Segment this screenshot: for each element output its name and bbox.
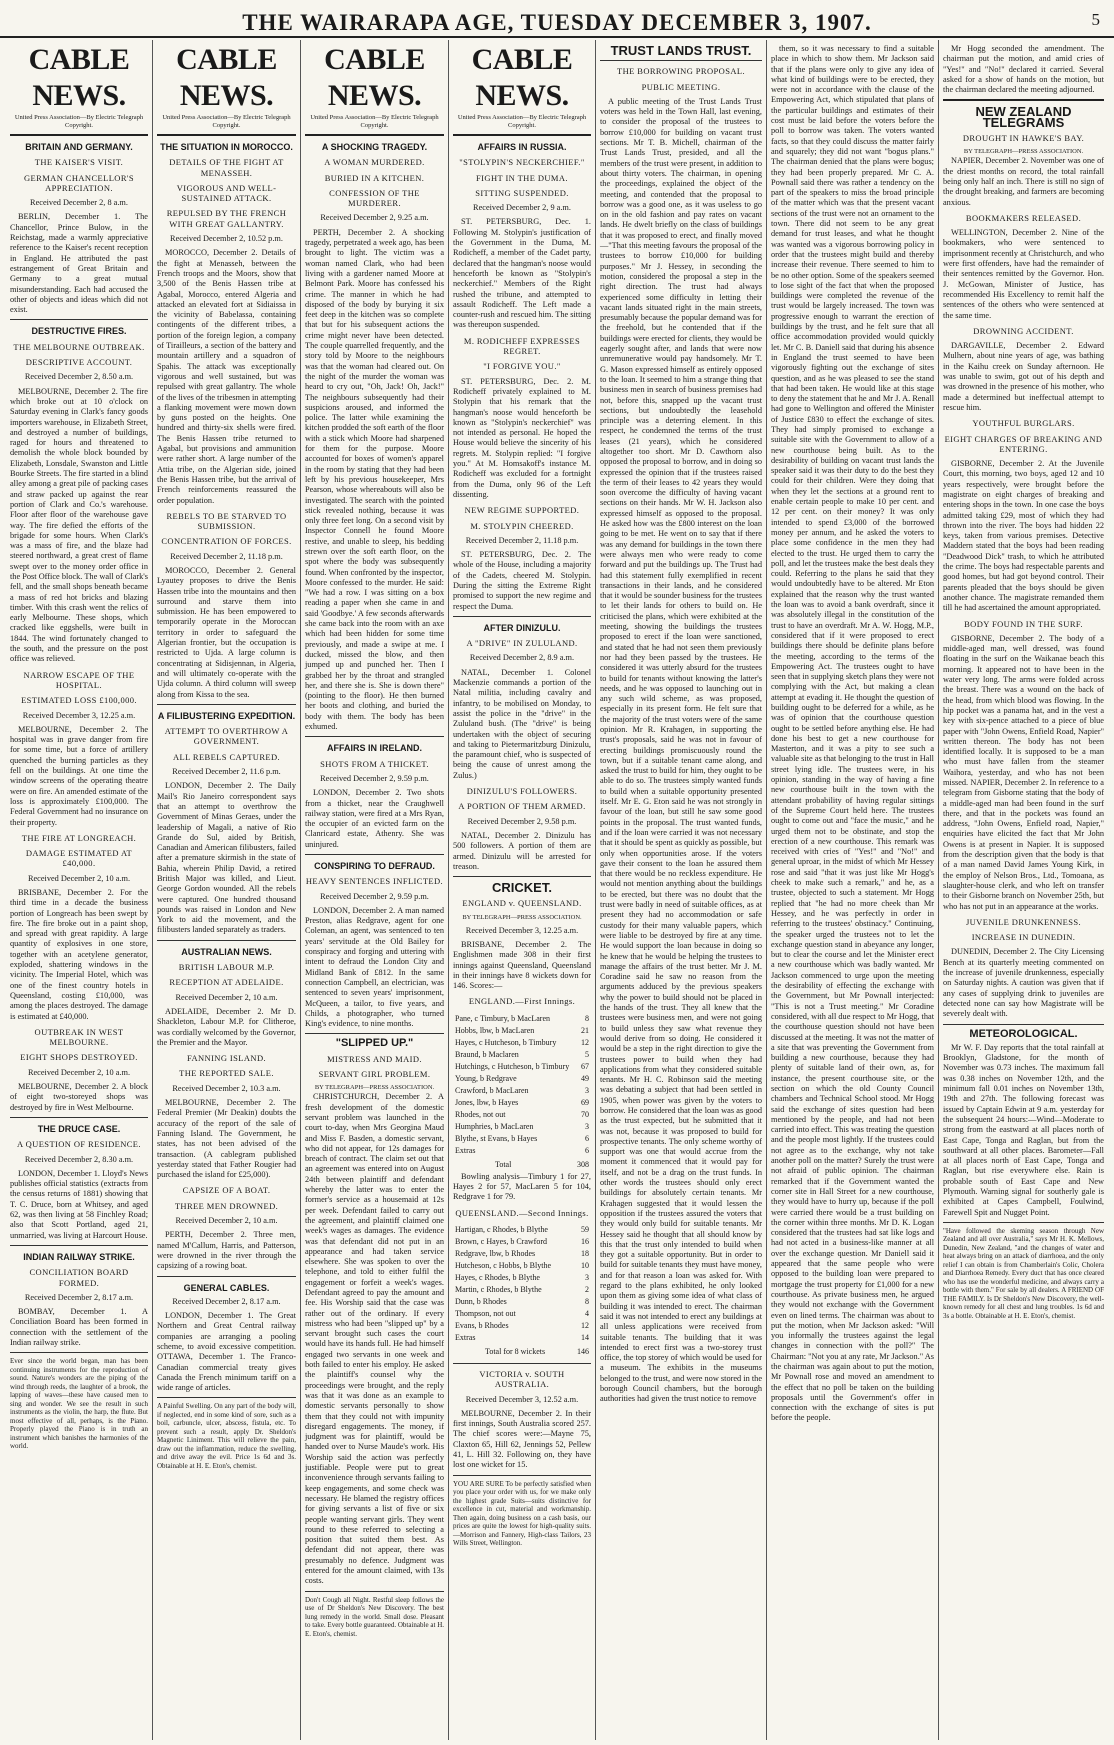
divider <box>157 704 296 705</box>
table-row <box>455 1321 589 1331</box>
table-cell: 14 <box>581 1332 589 1342</box>
subheading: DESCRIPTIVE ACCOUNT. <box>25 357 133 368</box>
subheading: BODY FOUND IN THE SURF. <box>964 618 1083 629</box>
section-heading: METEOROLOGICAL. <box>969 1027 1078 1040</box>
subheading: SHOTS FROM A THICKET. <box>320 758 429 769</box>
article-text: DUNEDIN, December 2. The City Licensing Bench at its quarterly meeting commented on the increase of juvenile drunkenness, especially on Saturday nights. A caution was given that if any cases of supplying drink to juveniles are detected none can say how Magistrate will be severely dealt with. <box>943 947 1104 1019</box>
subheading: VICTORIA v. SOUTH AUSTRALIA. <box>479 1368 565 1390</box>
subheading: BURIED IN A KITCHEN. <box>324 172 425 183</box>
subheading: CONCENTRATION OF FORCES. <box>161 536 292 547</box>
table-row <box>455 1309 589 1319</box>
table-row <box>455 1237 589 1247</box>
scorecard-total <box>453 1158 591 1172</box>
table-row <box>455 1146 589 1156</box>
byline: United Press Association—By Electric Telegraph Copyright. <box>310 114 439 129</box>
column-heading: CABLE NEWS. <box>176 43 277 112</box>
table-cell: Redgrave, lbw, b Rhodes <box>455 1248 536 1258</box>
table-cell: Hartigan, c Rhodes, b Blythe <box>455 1224 548 1234</box>
byline: BY TELEGRAPH—PRESS ASSOCIATION. <box>314 1084 435 1092</box>
table-cell: 2 <box>585 1284 589 1294</box>
byline: BY TELEGRAPH—PRESS ASSOCIATION. <box>963 148 1084 156</box>
table-cell: 21 <box>581 1025 589 1035</box>
article-text: them, so it was necessary to find a suitable place in which to show them. Mr Jackson said that if the plans were only to give any idea of what kind of buildings were to be erected, they were not in accordance with the clause of the Empowering Act, which stipulated that plans of the particular buildings and estimates of their cost must be laid before the voters before the poll to borrow was taken. The voters wanted facts, so that they could discuss the matter fairly and squarely; they did not want "bogus plans." The chairman denied that the plans were bogus; they had been properly prepared. Mr C. A. Pownall said there was rather a tendency on the part of the speakers to miss the broad principle of the matter which was that the present vacant sections of the trust were not an ornament to the town. There did not seem to be any great demand for trust leases, and what he thought was wanted was a vigorous borrowing policy in order that the trustees might build and thereby increase their revenue. There seemed to him to be no other option. Some of the speakers seemed to lose sight of the fact that when the proposed buildings were completed the revenue of the trust would be largely increased. The town was progressive enough to warrant the erection of buildings by the trust, and he felt sure that all office accommodation provided would quickly let. Mr C. B. Daniell said that during his absence in England the trust seemed to have been vigorously fighting out the exchange of sites question, and as he was pleased to see the stand that had been taken. He would like at this stage to deny the statement that he and Mr J. A. Renall had gone to Wellington and offered the Minister of Justice £830 to effect the exchange of sites. They had simply promised to exchange a suitable site with the Government to allow of a new courthouse being built. As to the desirability of building on vacant trust lands the speaker said it was their duty to do the best they could for their children. Were they doing that when they let the sections at a ground rent to enable certain people to make 10 per cent. and 12 per cent. on their money? It was only intended to spend £3,000 of the borrowed money per annum, and he asked the voters to place some confidence in the men they had elected to the trust. He urged them to carry the poll, and let the trustees make the best deals they could. Referring to the plans he said that they would undoubtedly have to be altered. Mr Eton explained that the reason why the trust wanted the loan was to avoid a bank overdraft, since it was absolutely illegal in the constitution of the trust to have an overdraft. Mr A. W. Hogg, M.P., considered that if it were proposed to erect buildings there should be definite plans before the meeting, according to the terms of the Empowering Act. The trustees ought to have seen that in supplying sketch plans they were not complying with the Act, but making a clean attempt at evading it. He thought the question of building ought to be deferred for a while, as he was of opinion that the courthouse question ought to be settled before anything else. He had done his best to get a new courthouse for Masterton, and it was a pity to see such a valuable site as that belonging to the trust in Hall street lying idle. The trustees were, in his opinion, standing in the way of having a fine new courthouse built in the town with the attendant probability of having regular sittings of the Supreme Court held here. The trustees ought to come out and "face the music," and he urged them not to be obstinate, and stop the erection of a new courthouse. This remark was received with cries of "Yes!" and "No!" and general uproar, in the midst of which Mr Hessey rose and said "that it was just like Mr Hogg's cheek to make such a remark," and he, as a trustee, objected to such a statement. Mr Hogg replied that "he had no more cheek than Mr Hessey, and he was perfectly in order in referring to the trustees' obstinacy." Continuing, the speaker urged the trustees not to let the exchange question stand in abeyance any longer, but to clear the course and let the Minister erect a new courthouse which was badly wanted. Mr Jackson commenced to urge upon the meeting the desirability of effecting the exchange with the Government, but Mr Pownall interjected: "This is not a Trust meeting." Mr Coradine considered, with all due respect to Mr Hogg, that the courthouse question should not have been discussed at the meeting. It was not the matter of a site that was preventing the Government from building a new courthouse, because they had plenty of suitable land of their own, as, for instance, the present courthouse site, or the section on which the old County Council chambers and Technical School stood. Mr Hogg said the exchange of sites question had been mentioned by the people, and had not been carried into effect. This was treating the question and the people most lightly. If the trustees could not agree as to the exchange, why not take another poll on the matter? Surely the trust were not afraid of public opinion. The chairman remarked that if the Government wanted the corner site in Hall Street for a new courthouse, they would have to hurry up, because if the poll were carried there would be a trust building on the corner within three months. Mr D. K. Logan considered that the trustees had sat like logs and had not acted in a business-like manner at all over the exchange question. Mr Daniell said it appeared that the same people who were opposed to the building loan were prepared to mortgage the trust property for £1,000 for a new courthouse. As private business men, he argued they would not exchange with the Government even on lined terms. The chairman was about to put the motion, when Mr Jackson asked: "Will you informally the trustees against the legal changes in connection with the poll?" The Chairman: "Not you at any rate, Mr Jackson." As the chairman was again about to put the motion, Mr Pownall rose and moved an amendment to the effect that no poll be taken on the building proposals until the Government's offer in connection with the exchange of sites is put before the people. <box>771 44 935 1423</box>
dateline: Received December 3, 12.25 a.m. <box>22 710 136 720</box>
table-row <box>455 1086 589 1096</box>
article-text: LONDON, December 2. The Daily Mail's Rio Janeiro correspondent says that an attempt to overthrow the Government of Minas Geraes, under the leadership of Magali, a native of Rio Grande do Sul, aided by British, Canadian and American filibusters, failed after a premature skirmish in the state of Bahia, wherein Philip David, a retired British Major was killed, and Lieut. George Gordon wounded. All the rebels were captured. One hundred thousand pounds was raised in London and New York to aid the movement, and the filibusters landed separately as traders. <box>157 781 296 935</box>
table-cell: 12 <box>581 1320 589 1330</box>
dateline: Received December 2, 10 a.m. <box>27 1067 131 1077</box>
subheading: SERVANT GIRL PROBLEM. <box>318 1069 431 1080</box>
advertisement: A Painful Swelling. On any part of the body will, if neglected, end in some kind of sore, such as a boil, carbuncle, ulcer, abscess, fistula, etc. To prevent such a result, apply Dr. Sheldon's Magnetic Liniment. This will relieve the pain, draw out the inflammation, reduce the swelling, and drive away the evil. Price 1s 6d and 3s. Obtainable at H. E. Eton's, chemist. <box>157 1402 296 1470</box>
table-cell: Young, b Redgrave <box>455 1073 517 1083</box>
page-number: 5 <box>1091 10 1100 29</box>
subheading: PUBLIC MEETING. <box>641 81 721 92</box>
table-cell: 70 <box>581 1109 589 1119</box>
subheading: BRITISH LABOUR M.P. <box>178 962 275 973</box>
dateline: Received December 2, 10.3 a.m. <box>172 1083 281 1093</box>
scorecard-title: QUEENSLAND.—Second Innings. <box>455 1207 589 1218</box>
table-cell: Brown, c Hayes, b Crawford <box>455 1236 547 1246</box>
subheading: NARROW ESCAPE OF THE HOSPITAL. <box>23 669 135 690</box>
dateline: Received December 2, 10 a.m. <box>175 1216 278 1226</box>
subheading: ALL REBELS CAPTURED. <box>172 751 281 762</box>
divider <box>157 1397 296 1398</box>
article-text: PERTH, December 2. Three men, named M'Callum, Harris, and Patterson, were drowned in the river through the capsizing of a rowing boat. <box>157 1230 296 1271</box>
dateline: Received December 2, 9.58 p.m. <box>467 816 577 826</box>
table-cell: Thompson, not out <box>455 1308 516 1318</box>
divider <box>10 319 148 320</box>
table-cell: 3 <box>585 1121 589 1131</box>
article-text: LONDON, December 1. The Great Northern and Great Central railway companies are arranging a pooling scheme, to avoid excessive competition. OTTAWA, December 1. The Franco-Canadian commercial treaty gives Canada the French minimum tariff on a wide range of articles. <box>157 1311 296 1393</box>
advertisement: YOU ARE SURE To be perfectly satisfied when you place your order with us, for we make only the highest grade Suits—suits distinctive for excellence in cut, material and workmanship. Then again, doing business on a cash basis, our prices are quite the lowest for high-quality suits.—Morrison and Fannery, High-class Tailors, 23 Wills Street, Wellington. <box>453 1479 591 1548</box>
table-cell: Extras <box>455 1332 476 1342</box>
subheading: SITTING SUSPENDED. <box>475 187 569 198</box>
column-heading: CABLE NEWS. <box>28 43 130 112</box>
table-row <box>455 1297 589 1307</box>
dateline: Received December 2, 10.52 p.m. <box>170 234 283 244</box>
table-row <box>455 1160 589 1170</box>
section-heading: TRUST LANDS TRUST. <box>610 43 752 58</box>
table-cell: 6 <box>585 1145 589 1155</box>
dateline: Received December 2, 11.18 p.m. <box>465 535 579 545</box>
section-heading: AUSTRALIAN NEWS. <box>181 946 272 957</box>
section-heading: AFFAIRS IN RUSSIA. <box>477 142 567 152</box>
table-cell: 8 <box>585 1296 589 1306</box>
table-cell: Braund, b Maclaren <box>455 1049 519 1059</box>
subheading: ENGLAND v. QUEENSLAND. <box>462 898 582 909</box>
table-cell: Extras <box>455 1145 476 1155</box>
subheading: M. RODICHEFF EXPRESSES REGRET. <box>463 335 581 357</box>
subheading: EIGHT CHARGES OF BREAKING AND ENTERING. <box>944 433 1103 454</box>
dateline: Received December 2, 8.9 a.m. <box>469 653 575 663</box>
subheading: DAMAGE ESTIMATED AT £40,000. <box>25 848 133 869</box>
subheading: ESTIMATED LOSS £100,000. <box>21 695 137 706</box>
byline: BY TELEGRAPH—PRESS ASSOCIATION. <box>462 913 582 921</box>
table-cell: 18 <box>581 1248 589 1258</box>
scorecard-queensland <box>453 1223 591 1345</box>
article-text: DARGAVILLE, December 2. Edward Mulhern, about nine years of age, was bathing in the Kaihu creek on Sunday afternoon. He was unable to swim, got out of his depth and was drowned in the presence of his mother, who made a determined but ineffectual attempt to rescue him. <box>943 341 1104 412</box>
article-text: PERTH, December 2. A shocking tragedy, perpetrated a week ago, has been brought to light. The victim was a woman named Clark, who had been living with a gardener named Moore at Belmont Park. Moore has confessed his crime. The manner in which he had disposed of the body by burying it six feet deep in the kitchen was so complete that but for his subsequent actions the crime might never have been detected. The couple quarrelled frequently, and the story told by Moore to the neighbours was that the woman had cleared out. On the night of the murder the woman was heard to cry out, "Oh, Jack! Oh, Jack!" The neighbours subsequently had their suspicions aroused, and informed the police. The latter while examining the kitchen prodded the soft earth of the floor with a stick which Moore had sharpened for them for the purpose. Moore accounted for boxes of women's apparel in the room by stating that they had been left by his previous housekeeper, Mrs Pearson, whose whereabouts will also be investigated. The search with the pointed stick revealed nothing, because it was only three feet long. On a second visit by Inspector Connell he found Moore restive, and unable to sleep, his bedding strewn over the soft earth floor, on the spot where the body was subsequently found. When confronted by the inspector, Moore confessed to the murder. He said: "We had a row. I was sitting on a box reading a paper when she came in and said 'Goodbye.' A few seconds afterwards she came back into the room with an axe which had been hidden for some time previously, and made a swipe at me. I ducked, missed the blow, and then jumped up and punched her. Then I grabbed her by the throat and strangled her, and there she is. She is down there" (pointing to the floor). He then burned her boots and clothing, and buried the body with them. The body has been exhumed. <box>305 227 444 732</box>
dateline: Received December 2, 8.50 a.m. <box>24 372 134 382</box>
article-text: ADELAIDE, December 2. Mr D. Shackleton, Labour M.P. for Clitheroe, was cordially welcomed by the Governor, the Premier and the Mayor. <box>157 1006 296 1047</box>
divider <box>453 876 591 877</box>
article-text: BOMBAY, December 1. A Conciliation Board has been formed in connection with the settlement of the Indian railway strike. <box>10 1307 148 1347</box>
article-text: Bowling analysis—Timbury 1 for 27, Hayes 2 for 57, MacLaren 5 for 104, Redgrave 1 for 79. <box>453 1171 591 1202</box>
subheading: OUTBREAK IN WEST MELBOURNE. <box>34 1026 124 1048</box>
article-text: BRISBANE, December 2. The Englishmen made 308 in their first innings against Queensland, Queensland in their innings have 8 wickets down for 146. Scores:— <box>453 940 591 991</box>
divider <box>305 736 444 737</box>
divider <box>157 134 296 136</box>
section-heading: CRICKET. <box>492 880 552 896</box>
dateline: Received December 2, 8 a.m. <box>30 198 128 208</box>
divider <box>453 616 591 617</box>
subheading: A "DRIVE" IN ZULULAND. <box>466 638 578 649</box>
article-text: ST. PETERSBURG, Dec. 1. Following M. Stolypin's justification of the Government in the Duma, M. Rodicheff, a member of the Cadet party, declared that the hangman's noose would henceforth be known as "Stolypin's neckerchief." Members of the Right rushed the tribune, and attempted to assault Rodicheff. The Left made a counter-rush and rescued him. The sitting was thereupon suspended. <box>453 217 591 330</box>
dateline: Received December 2, 11.6 p.m. <box>172 767 281 777</box>
article-text: MELBOURNE, December 2. The fire which broke out at 10 o'clock on Saturday evening in Clark's fancy goods importers warehouse, in Elizabeth Street, and destroyed a number of buildings, raged for hours and threatened to demolish the whole block bounded by Elizabeth, Lonsdale, Swanston and Little Bourke Streets. The fire started in a blind alley among a great pile of packing cases and straw packed up against the rear portion of Clark and Co.'s warehouse. Floor after floor of the warehouse gave way. The fire defied the efforts of the brigade for some hours. When Clark's was a mass of fire, and the blaze had steered northward, a great crest of flame swept over to the money order office in the Post Office block. The wall of Clark's fell, and the small shops beneath became a mass of red hot bricks and blazing timber. With this crash went the relics of early Melbourne. These shops, which cracked like eggshells, were built in 1844. The wind fortunately changed to the south, and the pressure on the post office was relieved. <box>10 386 148 664</box>
table-row <box>455 1134 589 1144</box>
divider <box>305 854 444 855</box>
section-heading: A SHOCKING TRAGEDY. <box>321 142 428 152</box>
table-row <box>455 1098 589 1108</box>
dateline: Received December 3, 12.25 a.m. <box>465 925 579 935</box>
subheading: CAPSIZE OF A BOAT. <box>182 1185 271 1196</box>
byline: United Press Association—By Electric Telegraph Copyright. <box>457 114 587 129</box>
article-text: Mr Hogg seconded the amendment. The chairman put the motion, and amid cries of "Yes!" and "No!" declared it carried. Several asked for a show of hands on the motion, but the chairman declared the meeting adjourned. <box>943 44 1104 95</box>
divider <box>943 1024 1104 1025</box>
table-row <box>455 1249 589 1259</box>
article-text: BERLIN, December 1. The Chancellor, Prince Bulow, in the Reichstag, made a warmly appreciative reference to the Kaiser's recent reception in England. He attributed the past estrangement of Great Britain and Germany to a great mutual misunderstanding. Each had accused the other of objects and ideas which did not exist. <box>10 212 148 315</box>
subheading: FANNING ISLAND. <box>186 1053 267 1064</box>
table-cell: Hayes, c Hutcheson, b Timbury <box>455 1037 557 1047</box>
column-6 <box>766 40 938 1740</box>
column-heading: CABLE NEWS. <box>324 43 425 112</box>
article-text: MELBOURNE, December 2. A block of eight two-storeyed shops was destroyed by fire in West Melbourne. <box>10 1082 148 1112</box>
divider <box>453 134 591 136</box>
subheading: ATTEMPT TO OVERTHROW A GOVERNMENT. <box>164 726 289 747</box>
subheading: BOOKMAKERS RELEASED. <box>965 212 1082 223</box>
table-cell: 16 <box>581 1236 589 1246</box>
divider <box>157 940 296 941</box>
article-text: A public meeting of the Trust Lands Trust voters was held in the Town Hall, last evening, to consider the proposal of the trustees to borrow £10,000 for building on vacant trust sections. Mr T. B. Michell, chairman of the Trust Lands Trust, presided, and all the members of the trust were present, in addition to about thirty voters. The chairman, in opening the proceedings, explained the object of the meeting, and contended that the proposal to borrow was a good one, as it was useless to go on in the old fashion and pay rates on vacant lands. He dwelt briefly on the class of buildings that it was proposed to erect, and finally moved—"That this meeting favours the proposal of the trustees to borrow £10,000 for building purposes." Mr J. Hessey, in seconding the motion, considered the proposal a step in the right direction. The trust had always experienced some difficulty in letting their vacant lands situated right in the main streets, presumably because the popular demand was for the freehold, but he contended that if the buildings were erected for clients, they would be eagerly sought after, and lands that were now unremunerative would pay handsomely. Mr T. G. Mason expressed himself as entirely opposed to the loan. It seemed to him a strange thing that business men in search of business premises had not, before this, snapped up the vacant trust sections, but undoubtedly the leasehold principle was a deterring element. In this respect, he condemned the terms of the trust leases (21 years), which he considered altogether too short. Mr D. Cawthorn also opposed the proposal to borrow, and in doing so expressed the opinion that if the trustees raised the term of their leases to 42 years they would soon overcome the difficulty of having vacant sections on their hands. Mr W. H. Jackson also expressed himself as opposed to the proposal. He asked how was the £800 interest on the loan going to be met. He went on to say that if there was any demand for buildings in the town there were always men who were ready to come forward and put the buildings up. The Trust had had this statement fully exemplified in recent transactions in their lands, and he considered that it would be sounder business for the trustees to let their lands for others to build on. He criticised the plans, which were exhibited at the meeting, showing the buildings the trustees proposed to erect if the loan were sanctioned, and stated that he had not seen them previously nor had they been passed by the trustees. He considered it was utterly absurd for the trustees to build for tenants without knowing the latter's needs, and he was opposed to launching out in any such wild scheme, as was proposed, especially in its present form. He felt sure that the majority of the trust voters were of the same opinion. Mr R. Krahagen, in supporting the trust's proposals, said he was not in favour of erecting buildings promiscuously round the town, but if a suitable tenant came along, and asked the trust to build for him, they ought to be able to do so. The trustees simply wanted funds to build when a suitable opportunity presented itself. Mr E. G. Eton said he was not strongly in favour of the loan, but still he saw some good points in the proposal. The trust wanted funds, and if the loan were carried it was not necessary that it should be spent as quickly as possible, but only when opportunities arose. If the voters gave their consent to the loan he assured them that there would be no reckless expenditure. He would not mention anything about the buildings to be erected, but there was no doubt that the trust were badly in need of suitable offices, as at present they had no accommodation or safe custody for their many valuable papers, which were liable to be destroyed by fire at any time. He would support the loan because in doing so he knew that he would be helping the trustees to manage the affairs of the trust better. Mr J. M. Coradine said he saw no reason from the arguments adduced by the previous speakers why the power to build should not be placed in the hands of the trust. They all knew that the trustees were business men, and were not going to build unless they saw what revenue they would derive from so doing. He considered it would be a step in the right direction to give the trustees power to build when they had applications from what they considered suitable tenants. Mr H. C. Robinson said the meeting was debating a subject that had been settled in 1905, when power was given by the voters to borrow. He considered that the loan was as good as the trust expected, but he submitted that it was not, because it was proposed to build for prospective tenants. The only scheme worthy of support was one that would accrue from the moment it commenced that it would pay for itself, and not be a drag on the trust funds. In other words the trustees should only erect buildings for absolutely certain tenants. Mr Krahagen suggested that it would lessen the opposition if the trustees assured the voters that they would only build for suitable tenants. Mr Hessey said he thought that all should know by this that the trust only intended to build when they got a suitable opportunity. But in order to build for suitable tenants they must have money, and for that reason a loan was asked for. With regard to the plans exhibited, he only looked upon them as giving some idea of what class of building it was intended to erect. The chairman said it was not intended to erect any buildings at all unless applications were received from suitable tenants. The building that it was intended to erect first was a two-storey trust office, the top storey of which would be used for a museum. The exhibits in the museums belonged to the trust, and were now stored in the borough Council chambers, but the borough authorities had given the trust notice to remove <box>600 96 762 1404</box>
table-cell: 59 <box>581 1224 589 1234</box>
table-row <box>455 1261 589 1271</box>
table-cell: 3 <box>585 1085 589 1095</box>
advertisement: Ever since the world began, man has been continuing instruments for the reproduction of sound. Nature's wonders are the piping of the wind through reeds, the laughter of a brook, the lapping of waves—these have caused men to sing and wonder. We see the result in such instruments as the violin, the harp, the flute. But most effective of all, perhaps, is the Piano. Properly played the Piano is in truth an instrument which banishes the harmonies of the world. <box>10 1357 148 1451</box>
subheading: JUVENILE DRUNKENNESS. <box>965 916 1082 927</box>
dateline: Received December 2, 11.18 p.m. <box>170 551 283 561</box>
subheading: DINIZULU'S FOLLOWERS. <box>466 786 578 797</box>
table-cell: Jones, lbw, b Hayes <box>455 1097 519 1107</box>
table-cell: Hutcheson, c Hobbs, b Blythe <box>455 1260 551 1270</box>
subheading: DETAILS OF THE FIGHT AT MENASSEH. <box>169 157 284 178</box>
article-text: MELBOURNE, December 2. In their first innings, South Australia scored 257. The chief scores were:—Mayne 75, Claxton 65, Hill 62, Jennings 52, Pellew 41, L. Hill 32. Following on, they have lost one wicket for 15. <box>453 1408 591 1470</box>
table-cell: Blythe, st Evans, b Hayes <box>455 1133 538 1143</box>
table-cell: 308 <box>577 1159 589 1169</box>
subheading: FIGHT IN THE DUMA. <box>476 172 568 183</box>
page-columns <box>6 40 1108 1740</box>
article-text: MOROCCO, December 2. General Lyautey proposes to drive the Benis Hassen tribe into the mountains and then surround and starve them into submission. He has been empowered to temporarily operate in the Moroccan territory in order to safeguard the Algerian frontier, but the occupation is restricted to Ujda. A large column is concentrating at Sidisjennan, in Algeria, and will ultimately co-operate with the Ujda column. A third column will sweep along from Kissa to the sea. <box>157 565 296 699</box>
article-text: MELBOURNE, December 2. The Federal Premier (Mr Deakin) doubts the accuracy of the report of the sale of Fanning Island. The Government, he states, has not been advised of the transaction. (A cablegram published yesterday stated that Father Rougier had purchased the island for £25,000). <box>157 1098 296 1180</box>
table-cell: Total <box>495 1159 512 1169</box>
subheading: A QUESTION OF RESIDENCE. <box>17 1139 141 1150</box>
article-text: NATAL, December 1. Colonel Mackenzie commands a portion of the Natal militia, including cavalry and infantry, to be mobilised on Monday, to assist the police in the "drive" in the Zululand bush. (The "drive" is being undertaken with the object of securing and taking to Pietermaritzburg Dinizulu, the paramount chief, who is suspected of being the cause of unrest among the Zulus.) <box>453 667 591 780</box>
dateline: Received December 2, 8.17 a.m. <box>172 1296 281 1306</box>
subheading: "STOLYPIN'S NECKERCHIEF." <box>459 157 585 168</box>
article-text: NATAL, December 2. Dinizulu has 500 followers. A portion of them are armed. Dinizulu will be arrested for treason. <box>453 830 591 871</box>
article-text: ST. PETERSBURG, Dec. 2. M. Rodicheff privately explained to M. Stolypin that his remark that the hangman's noose would henceforth be known as "Stolypin's neckerchief" was not intended as personal. He hoped the House would believe the sincerity of his regrets. M. Stolypin replied: "I forgive you." At M. Homsakoff's instance M. Rodicheff was excluded for a fortnight from the Duma, only 96 of the Left dissenting. <box>453 376 591 499</box>
divider <box>943 1222 1104 1223</box>
section-heading: THE SITUATION IN MOROCCO. <box>160 142 293 152</box>
table-row <box>455 1347 589 1357</box>
table-cell: 67 <box>581 1061 589 1071</box>
table-row <box>455 1062 589 1072</box>
table-row <box>455 1050 589 1060</box>
column-1 <box>6 40 152 1740</box>
article-text: ST. PETERSBURG, Dec. 2. The whole of the House, including a majority of the Cadets, cheered M. Stolypin. During the sitting the Extreme Right promised to support the new regime and respect the Duma. <box>453 550 591 611</box>
divider <box>305 1591 444 1592</box>
dateline: Received December 2, 9.25 a.m. <box>320 213 429 223</box>
table-row <box>455 1285 589 1295</box>
article-text: GISBORNE, December 2. The body of a middle-aged man, well dressed, was found floating in the surf on the Waikanae beach this morning. It appeared not to have been in the water very long. The arms were folded across the breast. There was a wound on the back of the head, from which blood was flowing. In the hip pocket was a panama hat, and in the vest a key with six-pence attached to a piece of blue paper with "John Owens, Enfield Road, Napier" written thereon. The body has not been identified locally. It is supposed to be a man who must have fallen from the steamer Waihora, yesterday, and who has not been missed. NAPIER, December 2. In reference to a telegram from Gisborne stating that the body of a middle-aged man had been found in the surf there, and that in the pockets was found an address, "John Owens, Enfield road, Napier," enquiries have elicited the fact that Mr John Owens is at present in Napier. It is supposed from the description given that the body is that of a man named David James Young Kirk, in the employ of Nelson Bros., Ltd., Tomoana, as slaughter-house clerk, and who left on transfer to their Gisborne branch on November 25th, but who has not put in an appearance at the works. <box>943 633 1104 911</box>
dateline: Received December 2, 8.30 a.m. <box>24 1154 134 1164</box>
table-cell: 4 <box>585 1308 589 1318</box>
divider <box>600 60 762 61</box>
divider <box>305 1033 444 1034</box>
dateline: Received December 2, 10 a.m. <box>27 873 131 883</box>
byline: United Press Association—By Electric Telegraph Copyright. <box>162 114 291 129</box>
section-heading: INDIAN RAILWAY STRIKE. <box>23 1251 135 1262</box>
divider <box>453 1475 591 1476</box>
article-text: GISBORNE, December 2. At the Juvenile Court, this morning, two boys, aged 12 and 10 years respectively, were brought before the magistrate on eight charges of breaking and entering shops in the town. In one case the boys admitted taking £29, most of which they had thrown into the river. The boys had hidden 22 keys, taken from various premises. Detective Maddern stated that the boys had been reading "Deadwood Dick" trash, to which he attributed the crime. The boys had respectable parents and good homes, but had got beyond control. Their parents pleaded that the boys should be given another chance. The magistrate remanded them till he had ascertained the amount appropriated. <box>943 459 1104 613</box>
table-cell: Martin, c Rhodes, b Blythe <box>455 1284 542 1294</box>
subheading: INCREASE IN DUNEDIN. <box>971 932 1076 943</box>
subheading: "I FORGIVE YOU." <box>483 361 561 372</box>
table-row <box>455 1074 589 1084</box>
column-3 <box>300 40 448 1740</box>
table-row <box>455 1038 589 1048</box>
advertisement: "Have followed the skeming season through New Zealand and all over Australia," says Mr H. K. Mellows, Dunedin, New Zealand, "and the changes of water and heat always bring on an attack of diarrhoea, and the only relief I can obtain is from Chamberlain's Colic, Cholera and Diarrhoea Remedy. Every duct that has once cleared who has use the wonderful medicine, and always carry a bottle with them." For sale by all dealers. A FRIEND OF THE FAMILY. Is Dr Sheldon's New Discovery, the well-known remedy for all chest and lung troubles. 1s 6d and 3s a bottle. Obtainable at H. E. Eton's, chemist. <box>943 1226 1104 1320</box>
table-cell: 12 <box>581 1037 589 1047</box>
table-cell: 69 <box>581 1097 589 1107</box>
section-heading: A FILIBUSTERING EXPEDITION. <box>157 710 296 721</box>
subheading: GERMAN CHANCELLOR'S APPRECIATION. <box>24 172 134 193</box>
subheading: DROUGHT IN HAWKE'S BAY. <box>962 133 1085 144</box>
column-4 <box>448 40 595 1740</box>
table-cell: 146 <box>577 1346 589 1356</box>
article-text: BRISBANE, December 2. For the third time in a decade the business portion of Longreach has been swept by fire. The fire broke out in a paint shop, and spread with great rapidity. A large quantity of explosives in one store, together with an acetylene generator, exploded, shattering windows in the vicinity. The Imperial Hotel, which was one of the finest country hotels in Queensland, costing £10,000, was among the places destroyed. The damage is estimated at £40,000. <box>10 888 148 1021</box>
section-heading: BRITAIN AND GERMANY. <box>25 142 133 152</box>
subheading: VIGOROUS AND WELL-SUSTAINED ATTACK. <box>176 182 277 204</box>
table-cell: Evans, b Rhodes <box>455 1320 509 1330</box>
advertisement: Don't Cough all Night. Restful sleep follows the use of Dr Sheldon's New Discovery. The best lung remedy in the world. Small dose. Pleasant to take. Every bottle guaranteed. Obtainable at H. E. Eton's, chemist. <box>305 1595 444 1638</box>
section-heading: CONSPIRING TO DEFRAUD. <box>314 861 435 871</box>
subheading: YOUTHFUL BURGLARS. <box>972 418 1075 429</box>
table-cell: 6 <box>585 1133 589 1143</box>
table-cell: Hobbs, lbw, b MacLaren <box>455 1025 535 1035</box>
subheading: THE BORROWING PROPOSAL. <box>617 66 745 77</box>
subheading: RECEPTION AT ADELAIDE. <box>169 977 284 988</box>
table-cell: Total for 8 wickets <box>485 1346 546 1356</box>
column-5 <box>595 40 766 1740</box>
divider <box>10 134 148 136</box>
table-cell: 49 <box>581 1073 589 1083</box>
table-cell: 10 <box>581 1260 589 1270</box>
subheading: THE KAISER'S VISIT. <box>34 157 124 168</box>
table-cell: Rhodes, not out <box>455 1109 506 1119</box>
column-7 <box>938 40 1108 1740</box>
article-text: LONDON, December 2. A man named Preston, alias Redgrave, agent for one Coleman, an agent, was sentenced to ten years' servitude at the Old Bailey for conspiracy and forging and uttering with intent to defraud the London City and Midland Bank of £812. In the same connection Campbell, an electrician, was sentenced to seven years' imprisonment, McQueen, a tailor, to five years, and Childs, a photographer, who turned King's evidence, to nine months. <box>305 905 444 1029</box>
column-2 <box>152 40 300 1740</box>
dateline: Received December 2, 9 a.m. <box>473 203 571 213</box>
subheading: THE REPORTED SALE. <box>179 1068 274 1079</box>
scorecard-england <box>453 1012 591 1158</box>
dateline: Received December 3, 12.52 a.m. <box>465 1394 579 1404</box>
section-heading: "SLIPPED UP." <box>335 1037 414 1050</box>
table-cell: 8 <box>585 1013 589 1023</box>
scorecard-title: ENGLAND.—First Innings. <box>468 996 576 1007</box>
section-heading: NEW ZEALAND TELEGRAMS <box>975 104 1072 130</box>
dateline: Received December 2, 10 a.m. <box>175 992 278 1002</box>
section-heading: THE DRUCE CASE. <box>37 1123 121 1134</box>
subheading: EIGHT SHOPS DESTROYED. <box>20 1052 138 1063</box>
subheading: REBELS TO BE STARVED TO SUBMISSION. <box>166 510 287 532</box>
subheading: THE FIRE AT LONGREACH. <box>21 832 137 843</box>
subheading: M. STOLYPIN CHEERED. <box>470 520 574 531</box>
subheading: REPULSED BY THE FRENCH WITH GREAT GALLANTRY. <box>166 208 287 229</box>
article-text: MOROCCO, December 2. Details of the fight at Menasseh, between the French troops and the Moors, show that 3,500 of the Benis Hassen tribe at Agabal, Morocco, entered Algeria and attacked an elevated fort at Sidiaissa in the vicinity of Babelassa, containing contingents of the different tribes, a portion of the foreign legion, a company of Tirailleurs, a section of the battery and mountain artillery and a squadron of Spahis. The attack was exceptionally vigorous and well sustained, but was repulsed with great gallantry. The whole of the lives of the tribesmen in attempting a flanking movement were mown down by guns posted on the heights. One hundred and thirty-six shells were fired. The Benis Hassen tribe returned to Agabal, but provisions and ammunition were rather short. A large number of the Attia tribe, on the Algerian side, joined the Benis Hassen tribe, but the arrival of French reinforcements reassured the order population. <box>157 248 296 505</box>
column-heading: CABLE NEWS. <box>471 43 573 112</box>
divider <box>943 99 1104 101</box>
table-cell: Pane, c Timbury, b MacLaren <box>455 1013 551 1023</box>
section-heading: AFTER DINIZULU. <box>483 622 561 633</box>
subheading: A PORTION OF THEM ARMED. <box>458 801 586 812</box>
section-heading: AFFAIRS IN IRELAND. <box>326 743 422 754</box>
table-cell: Dunn, b Rhodes <box>455 1296 507 1306</box>
table-row <box>455 1122 589 1132</box>
byline: United Press Association—By Electric Telegraph Copyright. <box>14 114 144 129</box>
subheading: DROWNING ACCIDENT. <box>973 325 1074 336</box>
dateline: Received December 2, 9.59 p.m. <box>320 891 429 901</box>
table-cell: Humphries, b MacLaren <box>455 1121 534 1131</box>
divider <box>10 1245 148 1246</box>
article-text: WELLINGTON, December 2. Nine of the bookmakers, who were sentenced to imprisonment recently at Christchurch, and who were first offenders, have had the remainder of their sentences remitted by the Governor. Hon. J. McGowan, Minister of Justice, has recommended His Excellency to remit half the sentences of the others who were sentenced at the same time. <box>943 228 1104 320</box>
subheading: CONCILIATION BOARD FORMED. <box>29 1267 129 1288</box>
table-cell: 5 <box>585 1049 589 1059</box>
table-row <box>455 1225 589 1235</box>
newspaper-title: THE WAIRARAPA AGE, TUESDAY DECEMBER 3, 1907. <box>242 10 872 35</box>
article-text: CHRISTCHURCH, December 2. A fresh development of the domestic servant problem was launched in the court to-day, when Mrs Georgina Maud and Miss F. Basden, a domestic servant, who did not appear, for 12s damages for breach of contract. The claim set out that an agreement was entered into on August 24th between plaintiff and defendant whereby the latter was to enter the former's service as a housemaid at 12s per week. Defendant failed to carry out the agreement, and plaintiff claimed one week's wages as damages. The evidence was that defendant did not put in an appearance and had taken service elsewhere. She was spoken to over the telephone, and told to either fulfil the engagement or forfeit a week's wages. Defendant agreed to pay the amount and fee. His Worship said that the case was rather out of the ordinary. If every mistress who had been "slipped up" by a servant brought such cases the court would have its hands full. He had himself engaged two servants in one week and both failed to enter his employ. He asked the plaintiff's counsel why the proceedings were brought, and the reply was that it was done as an example to domestic servants personally to show them that they could not with impunity disregard engagements. The money, if judgment was for plaintiff, would be handed over to Nurse Maude's work. His Worship said the action was perfectly justifiable. People were put to great inconvenience through servants failing to keep engagements, and some check was necessary. He blamed the registry offices for giving servants a list of five or six people wanting servant girls. They went round to these referred to selecting a position that suited them best. As defendant did not appear, there was presumably no defence. Judgment was entered for the amount claimed, with 13s costs. <box>305 1092 444 1586</box>
subheading: NEW REGIME SUPPORTED. <box>464 505 580 516</box>
table-row <box>455 1014 589 1024</box>
subheading: A WOMAN MURDERED. <box>324 157 425 168</box>
divider <box>10 1117 148 1118</box>
table-row <box>455 1273 589 1283</box>
article-text: NAPIER, December 2. November was one of the driest months on record, the total rainfall being only half an inch. There is still no sign of the drought breaking, and farmers are becoming anxious. <box>943 156 1104 207</box>
table-cell: 3 <box>585 1272 589 1282</box>
masthead <box>0 0 1114 38</box>
scorecard-total <box>453 1345 591 1359</box>
subheading: CONFESSION OF THE MURDERER. <box>329 187 420 209</box>
divider <box>157 1276 296 1277</box>
article-text: MELBOURNE, December 2. The hospital was in grave danger from fire for some time, but a force of artillery quenched the burning particles as they fell on the buildings. At one time the window screens of the operating theatre were on fire. An amended estimate of the loss is approximately £100,000. The Federal Government had no insurance on their property. <box>10 724 148 827</box>
dateline: Received December 2, 8.17 a.m. <box>24 1292 134 1302</box>
subheading: THREE MEN DROWNED. <box>174 1200 279 1211</box>
section-heading: GENERAL CABLES. <box>183 1282 270 1293</box>
table-cell: Hutchings, c Hutcheson, b Timbury <box>455 1061 570 1071</box>
divider <box>10 1352 148 1353</box>
article-text: LONDON, December 2. Two shots from a thicket, near the Craughwell railway station, were fired at a Mrs Ryan, the occupier of an evicted farm on the Clanricard estate, Athenry. She was uninjured. <box>305 788 444 849</box>
article-text: Mr W. F. Day reports that the total rainfall at Brooklyn, Gladstone, for the month of November was 0.73 inches. The maximum fall was 0.38 inches on November 12th, and the minimum fall 0.01 inches on November 13th, 19th and 27th. The following forecast was issued by Captain Edwin at 9 a.m. yesterday for the subsequent 24 hours:—Wind—Moderate to strong from the eastward at all places north of East Cape, Tonga and Raglan, but from the southward at all other places. Barometer—Fall at all places north of East Cape, Tonga and Raglan, but rise everywhere else. Rain is probable south of East Cape and New Plymouth. Warning signal for southerly gale is exhibited at Capes Campbell, Foulwind, Farewell Spit and Nugget Point. <box>943 1042 1104 1217</box>
divider <box>305 134 444 136</box>
table-row <box>455 1110 589 1120</box>
table-row <box>455 1026 589 1036</box>
subheading: MISTRESS AND MAID. <box>327 1053 422 1064</box>
subheading: THE MELBOURNE OUTBREAK. <box>13 341 145 352</box>
dateline: Received December 2, 9.59 p.m. <box>320 773 429 783</box>
section-heading: DESTRUCTIVE FIRES. <box>31 326 127 337</box>
table-cell: Crawford, b MacLaren <box>455 1085 529 1095</box>
divider <box>453 1363 591 1364</box>
subheading: HEAVY SENTENCES INFLICTED. <box>305 876 444 887</box>
table-cell: Hayes, c Rhodes, b Blythe <box>455 1272 540 1282</box>
table-row <box>455 1333 589 1343</box>
article-text: LONDON, December 1. Lloyd's News publishes official statistics (extracts from the census returns of 1881) showing that T. C. Druce, born at Whitsey, and aged 62, was then living at 58 Finchley Road; also that Scott Portland, aged 21, unmarried, was living at Harcourt House. <box>10 1168 148 1240</box>
